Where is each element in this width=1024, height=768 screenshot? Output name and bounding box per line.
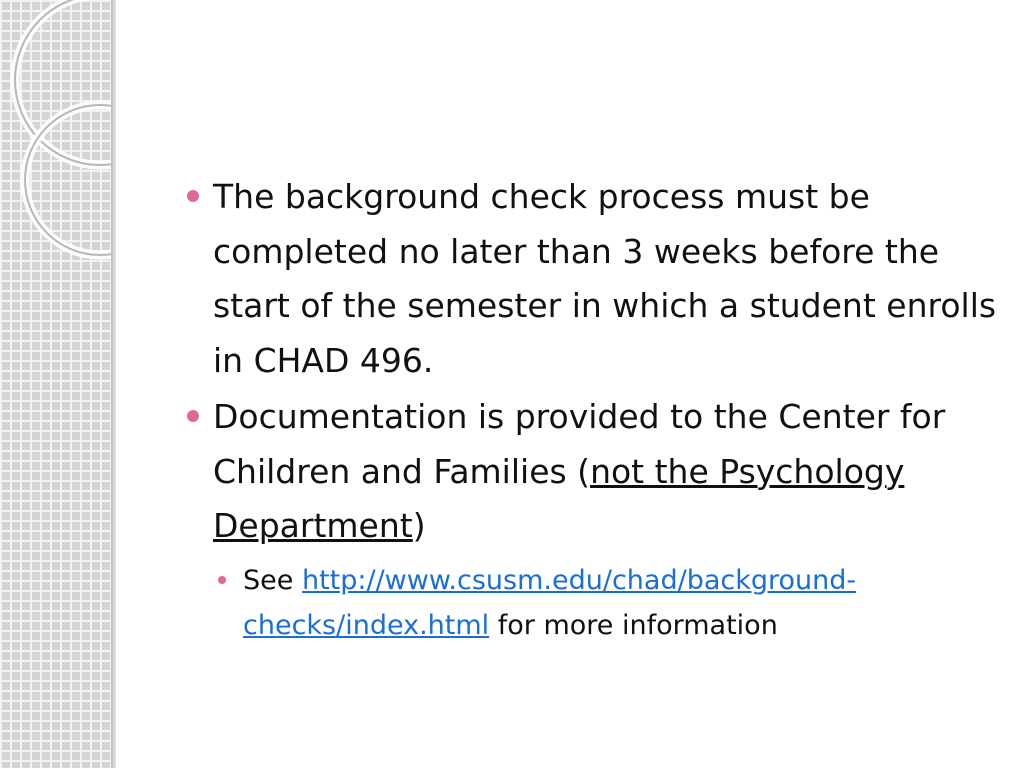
sub-bullet-see-link <box>185 558 1005 648</box>
slide-content <box>185 170 1005 648</box>
bullet-dot-icon <box>187 190 199 202</box>
sidebar-edge <box>111 0 116 768</box>
bullet-documentation <box>185 390 1005 554</box>
bullet-text-after: ) <box>412 506 426 545</box>
sub-bullet-dot-icon <box>218 576 226 584</box>
sub-bullet-suffix: for more information <box>489 609 778 641</box>
bullet-dot-icon <box>187 410 199 422</box>
underlined-text: not the Psychology Department <box>213 451 905 545</box>
background-checks-link[interactable]: http://www.csusm.edu/chad/background-checks/index.html <box>243 564 857 641</box>
bullet-text: The background check process must be completed no later than 3 weeks before the start of the semester in which a student enrolls in CHAD 496. <box>213 177 997 380</box>
sub-bullet-prefix: See <box>243 564 302 596</box>
decorative-circles <box>0 0 113 768</box>
bullet-text-before: Documentation is provided to the Center for Children and Families ( <box>213 397 946 491</box>
bullet-background-check <box>185 170 1005 388</box>
decorative-sidebar <box>0 0 113 768</box>
